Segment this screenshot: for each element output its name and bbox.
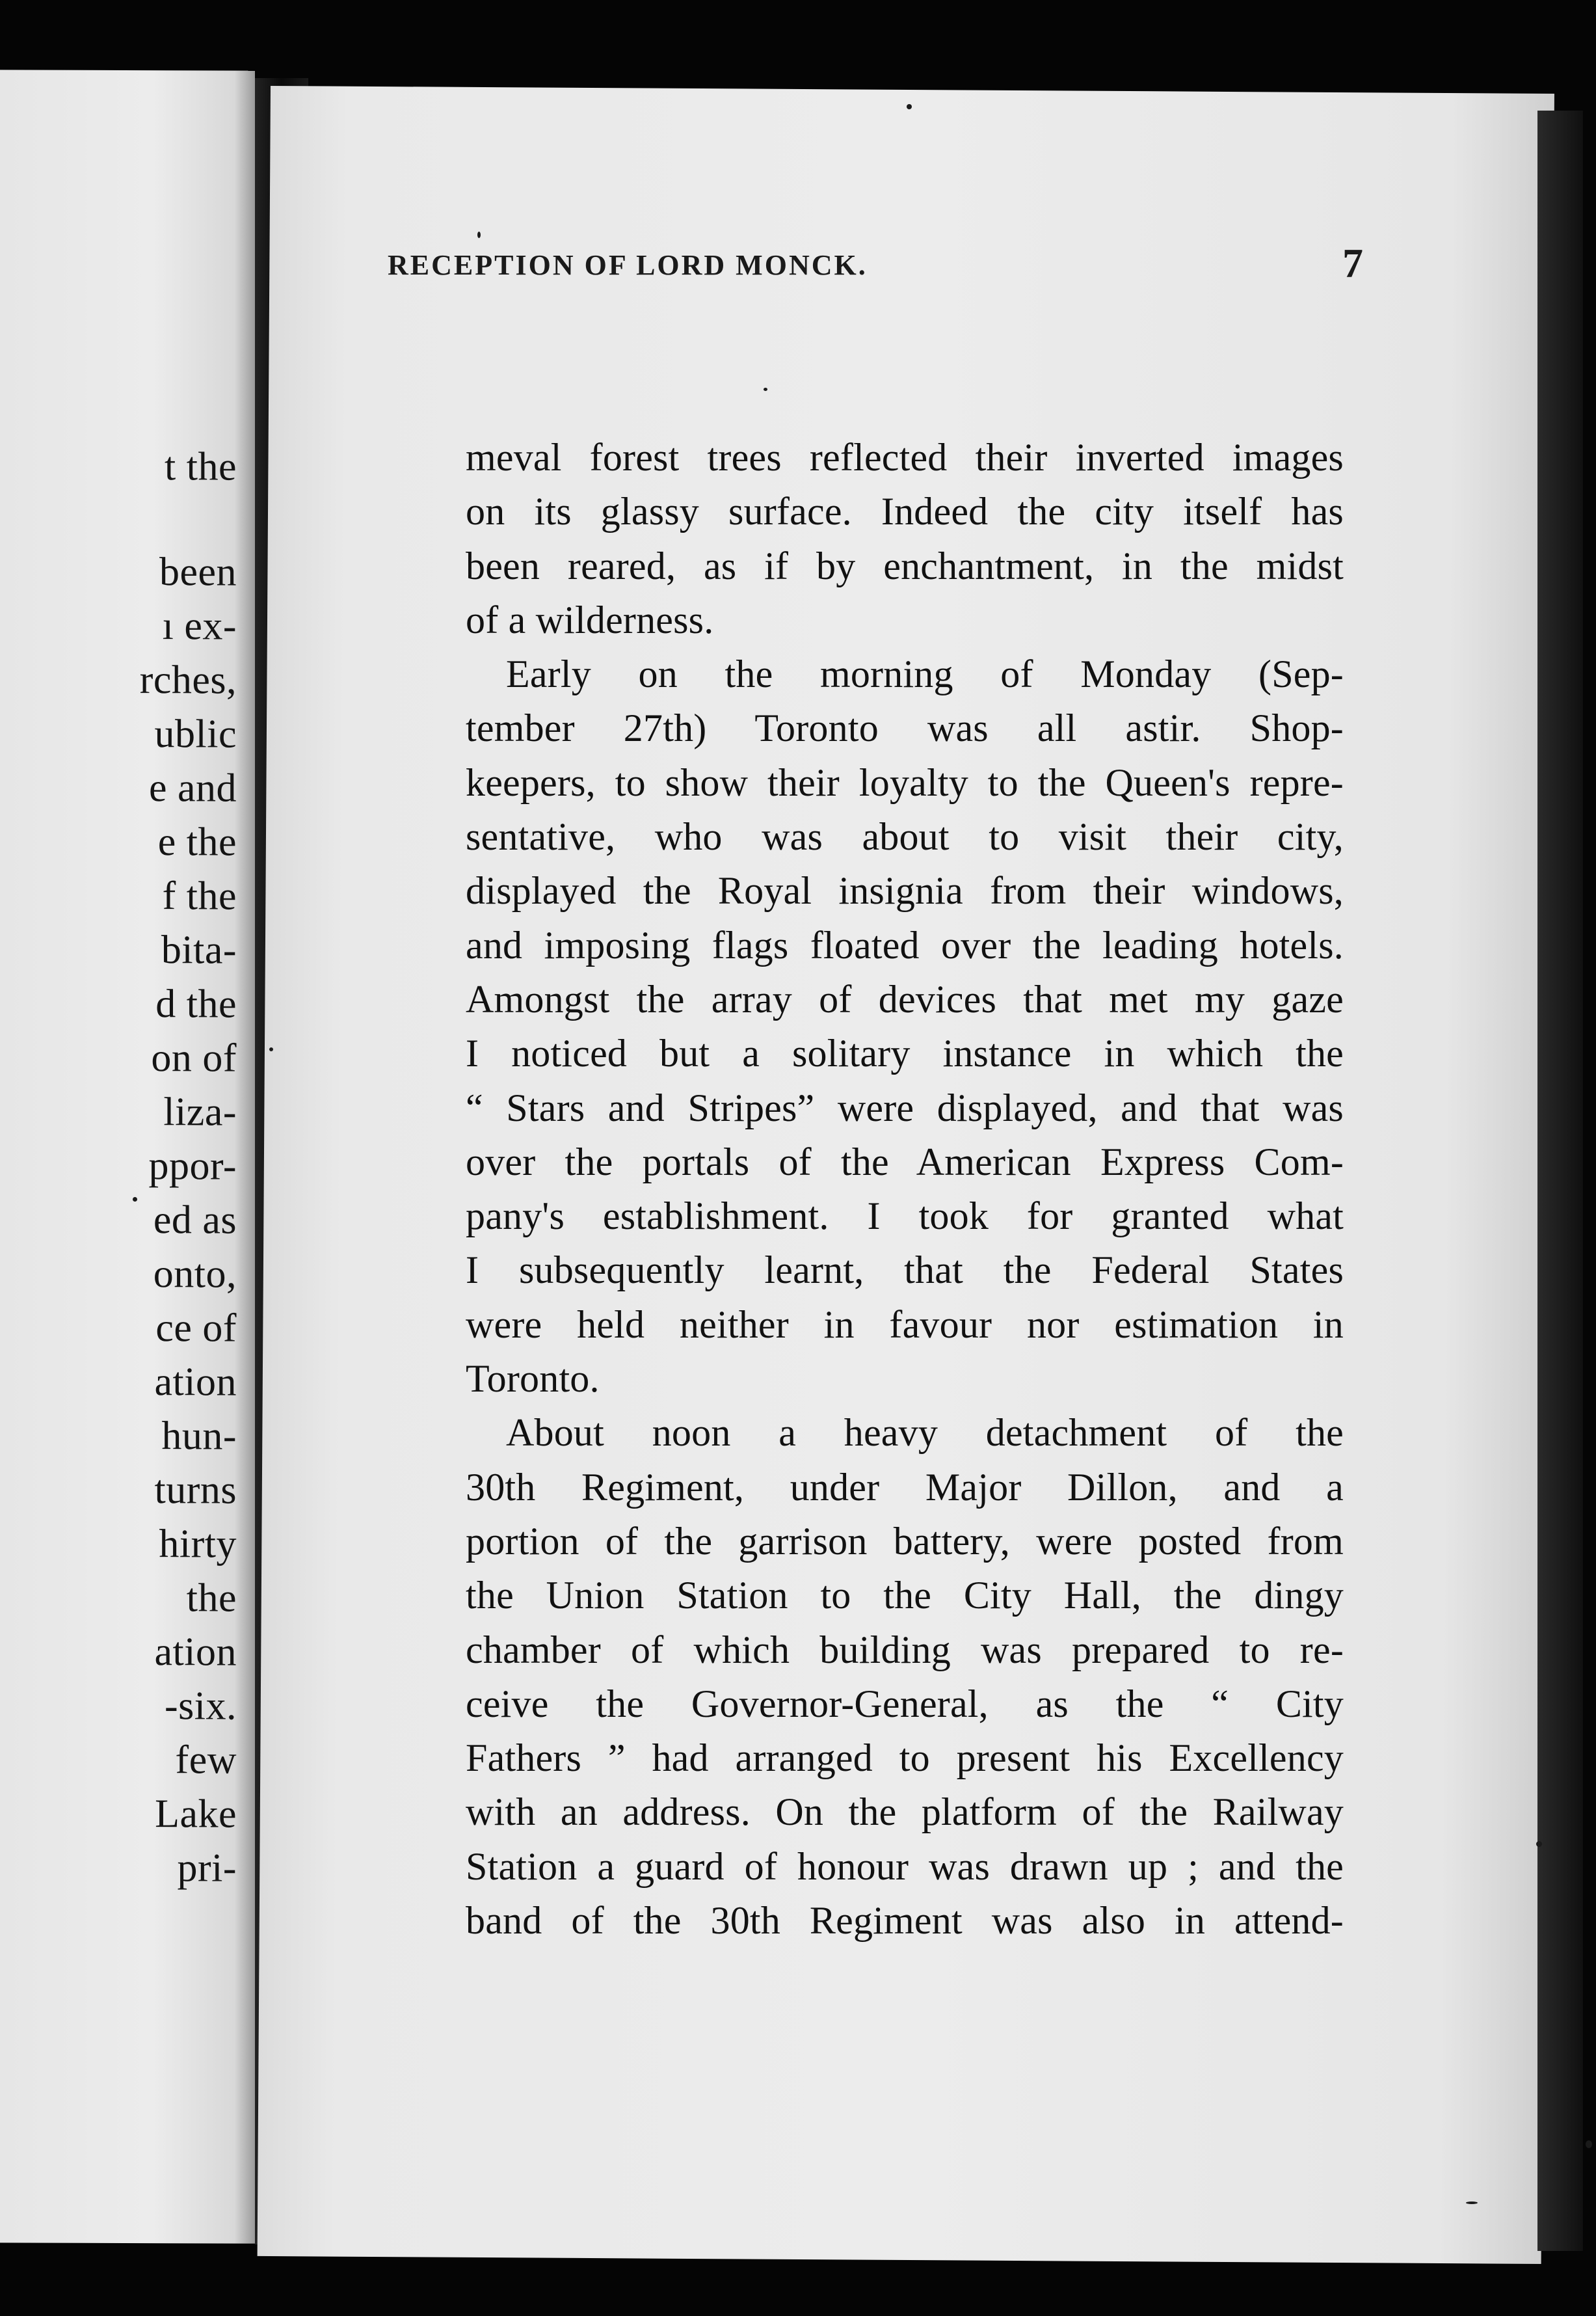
left-page-fragment: pri- [177,1846,237,1891]
text-line: chamber of which building was prepared to re- [466,1628,1344,1671]
page-number: 7 [1342,240,1363,286]
text-line: 30th Regiment, under Major Dillon, and a [466,1465,1344,1509]
text-line: ceive the Governor-General, as the “ City [466,1682,1344,1725]
paragraph-first-line: About noon a heavy detachment of the [506,1411,1344,1455]
text-line: over the portals of the American Express Com- [466,1140,1344,1183]
text-line: the Union Station to the City Hall, the dingy [466,1574,1344,1617]
left-page-fragment: t the [165,444,237,489]
left-page-fragment: the [186,1576,237,1621]
left-page-fragment: been [159,550,237,595]
left-page-fragment: ce of [155,1306,237,1351]
running-header [388,239,1363,291]
left-page-fragment: -six. [165,1684,237,1729]
left-page-fragment: Lake [155,1792,237,1837]
left-page-fragment: ı ex- [162,604,237,649]
left-page-fragment: f the [162,874,237,919]
left-page-fragment: e the [157,820,237,865]
left-page-fragment: onto, [153,1252,237,1297]
text-line: sentative, who was about to visit their city, [466,815,1344,859]
left-page-edge [0,70,255,2243]
ink-speck [133,1197,137,1202]
text-line: Amongst the array of devices that met my gaze [466,977,1344,1021]
left-page-fragment: ation [154,1630,237,1675]
text-line: displayed the Royal insignia from their windows, [466,869,1344,913]
text-line: Station a guard of honour was drawn up ; and the [466,1844,1344,1888]
left-page-fragment: few [175,1738,237,1783]
left-page-fragment: hun- [161,1414,237,1459]
text-line: of a wilderness. [466,598,714,641]
ink-speck [1586,2140,1592,2148]
text-line: Fathers ” had arranged to present his Excellency [466,1736,1344,1780]
page-body-text [466,431,1344,1948]
text-line: Toronto. [466,1357,600,1401]
text-line: were held neither in favour nor estimation in [466,1302,1344,1346]
text-line: I subsequently learnt, that the Federal States [466,1248,1344,1292]
paragraph-first-line: Early on the morning of Monday (Sep- [506,653,1344,696]
left-page-fragment: rches, [139,658,237,703]
text-line: portion of the garrison battery, were posted from [466,1519,1344,1563]
left-page-fragment: e and [148,766,237,811]
left-page-fragment: liza- [163,1090,237,1135]
text-line: band of the 30th Regiment was also in attend- [466,1899,1344,1943]
text-line: with an address. On the platform of the Railway [466,1790,1344,1834]
text-line: meval forest trees reflected their inverted images [466,436,1344,479]
ink-speck [269,1047,273,1051]
text-line: and imposing flags floated over the leading hotels. [466,923,1344,967]
running-title: RECEPTION OF LORD MONCK. [388,249,868,281]
left-page-fragment: ppor- [148,1144,237,1189]
left-page-fragment: ed as [153,1198,237,1243]
text-line: I noticed but a solitary instance in which the [466,1032,1344,1075]
left-page-fragment: bita- [161,928,237,973]
text-line: pany's establishment. I took for granted what [466,1194,1344,1238]
text-line: keepers, to show their loyalty to the Queen's repre- [466,761,1344,804]
ink-speck [1536,1841,1542,1847]
ink-speck [764,388,767,391]
left-page-fragment: on of [151,1036,237,1081]
text-line: on its glassy surface. Indeed the city itself has [466,490,1344,533]
left-page-fragment: ublic [154,712,237,757]
ink-speck [907,104,912,109]
left-page-fragment: ation [154,1360,237,1405]
text-line: been reared, as if by enchantment, in the midst [466,544,1344,587]
left-page-fragment: hirty [159,1522,237,1567]
ink-speck [477,232,481,238]
ink-speck [1466,2202,1478,2204]
text-line: tember 27th) Toronto was all astir. Shop- [466,707,1344,750]
page-edge-shadow [1537,111,1583,2251]
text-line: “ Stars and Stripes” were displayed, and that was [466,1086,1344,1129]
left-page-fragment: d the [155,982,237,1027]
left-page-fragment: turns [154,1468,237,1513]
